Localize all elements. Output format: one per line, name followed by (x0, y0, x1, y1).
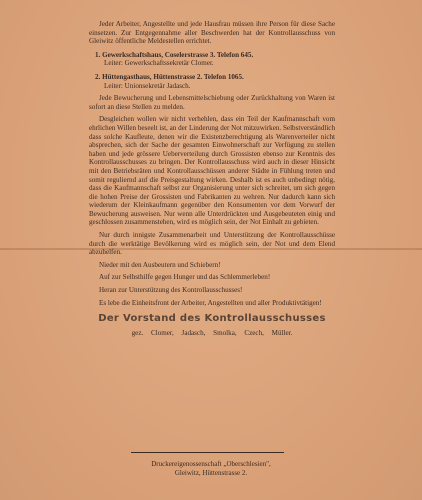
office-2-leader: Leiter: Unionsekretär Jadasch. (104, 81, 191, 90)
merchants-paragraph: Desgleichen wollen wir nicht verhehlen, dass ein Teil der Kaufmannschaft vom ehrlichen Willen beseelt ist, an der Linderung der Not mitzuwirken. Selbstverständlich dass solche Kaufleute, denen wir die Existenzberechtigung als Warenverteiler nicht absprechen, sich der Sache der gesamten Einwohnerschaft zur Verfügung zu stellen haben und jede grössere Ueberverteilung durch Grossisten ebenso zur Kenntnis des Kontrollausschusses zu bringen. Der Kontrollausschuss wird auch in dieser Hinsicht mit den Betriebsräten und Kontrollausschüssen anderer Städte in Fühlung treten und somit reguliernd auf die Preisgestaltung wirken. Deshalb ist es auch unbedingt nötig, dass die Kaufmannschaft selbst zur Organisierung unter sich schreitet, um sich gegen die hohen Preise der Grossisten und Fabrikanten zu wehren. Nur dadurch kann sich wiederum der Kleinkaufmann gegenüber den Konsumenten vor dem Vorwurf der Bewucherung ausweisen. Nur wenn alle Unterdrückten und Ausgebeuteten einig und geschlossen zusammenstehen, wird es möglich sein, der Not Einhalt zu gebieten. (89, 115, 335, 227)
printer-name: Druckereigenossenschaft „Oberschlesien", (151, 460, 271, 468)
printer-imprint (100, 460, 322, 477)
office-1-leader: Leiter: Gewerkschaftssekretär Clomer. (104, 59, 214, 68)
office-1-address: 1. Gewerkschaftshaus, Coselerstrasse 3. Telefon 645. (95, 50, 254, 59)
slogan-4: Es lebe die Einheitsfront der Arbeiter, Angestellten und aller Produktivtätigen! (99, 298, 322, 307)
slogan-2: Auf zur Selbsthilfe gegen Hunger und das Schlemmerleben! (99, 273, 271, 282)
cooperation-paragraph: Nur durch innigste Zusammenarbeit und Unterstützung der Kontrollausschüsse durch die werktätige Bevölkerung wird es möglich sein, der Not und dem Elend abzuhelfen. (89, 231, 335, 257)
office-2 (95, 73, 335, 90)
printer-divider (131, 452, 284, 453)
slogan-3: Heran zur Unterstützung des Kontrollausschusses! (99, 286, 243, 295)
committee-title: Der Vorstand des Kontrollausschusses (98, 313, 326, 325)
report-paragraph: Jede Bewucherung und Lebensmittelschiebung oder Zurückhaltung von Waren ist sofort an diese Stellen zu melden. (89, 94, 335, 111)
printer-address: Gleiwitz, Hüttenstrasse 2. (174, 468, 248, 477)
signatories: gez. Clomer, Jadasch, Smolka, Czech, Müller. (131, 328, 293, 337)
office-2-address: 2. Hüttengasthaus, Hüttenstrasse 2. Telefon 1065. (95, 72, 244, 81)
leaflet-body (89, 20, 335, 337)
intro-paragraph: Jeder Arbeiter, Angestellte und jede Hausfrau müssen ihre Person für diese Sache einsetzen. Zur Entgegennahme aller Beschwerden hat der Kontrollausschuss von Gleiwitz öffentliche Meldestellen errichtet. (89, 20, 335, 46)
office-1 (95, 51, 335, 68)
slogan-1: Nieder mit den Ausbeutern und Schiebern! (99, 260, 221, 269)
